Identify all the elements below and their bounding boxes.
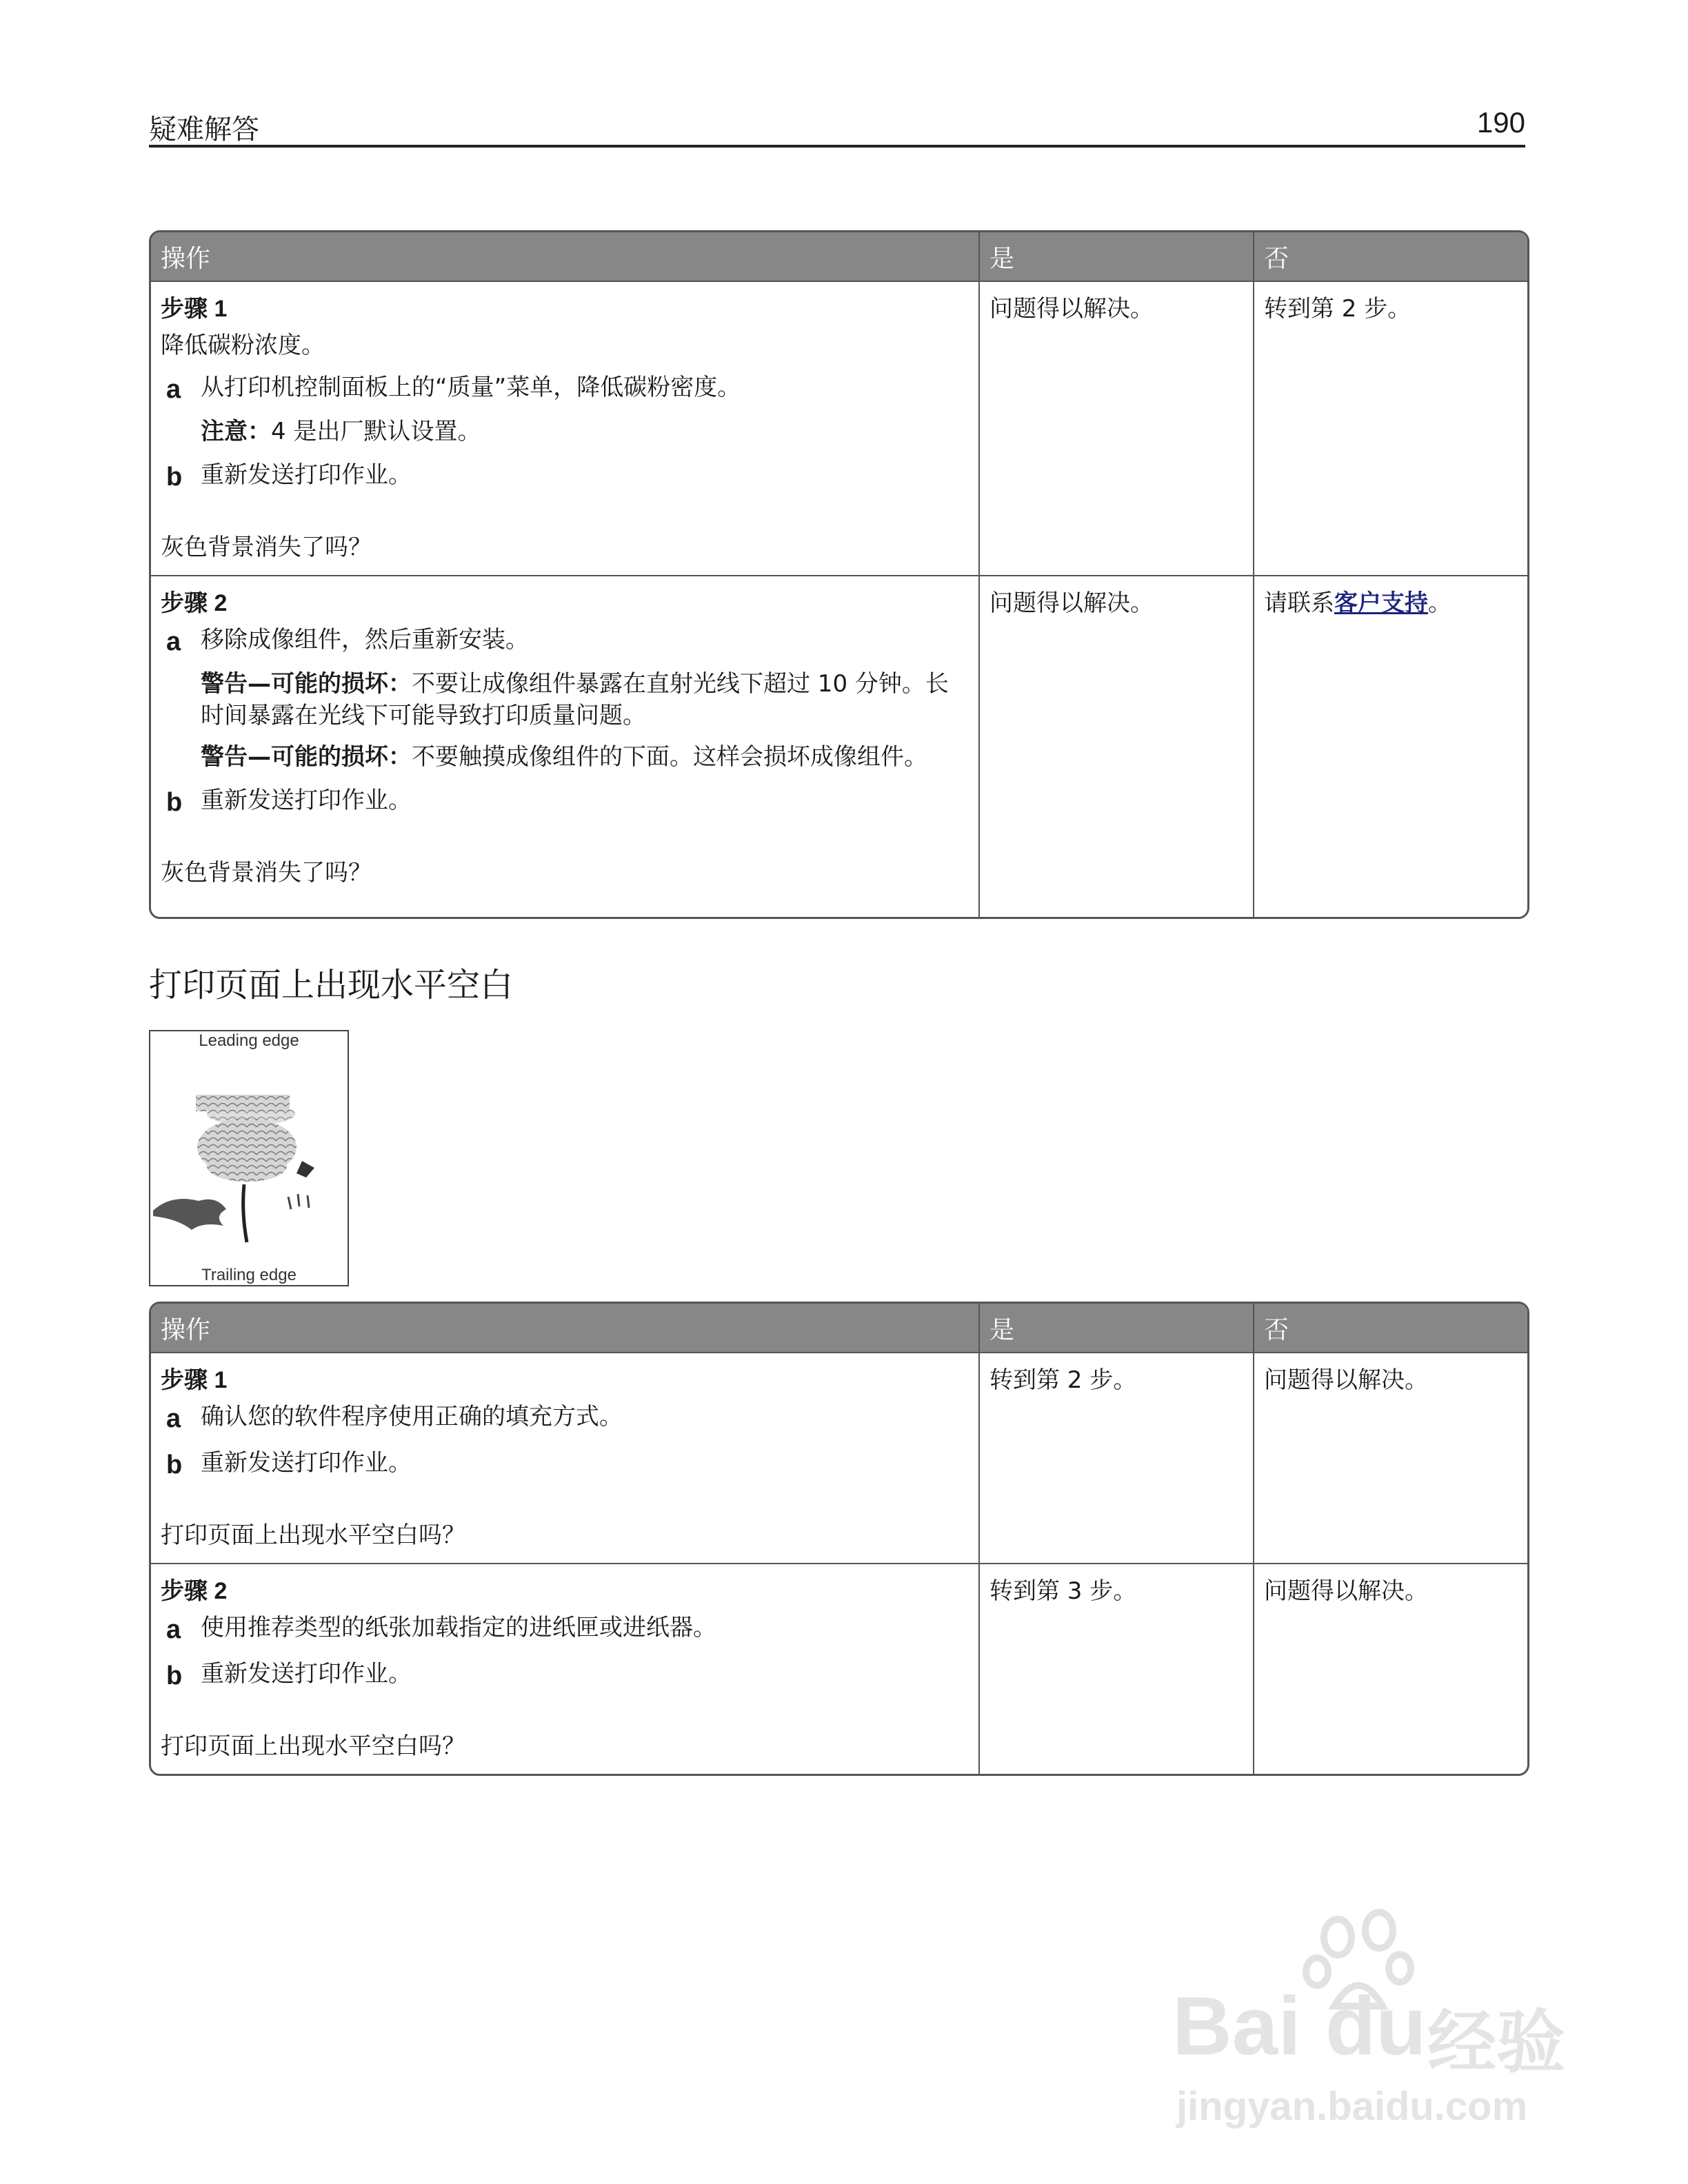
page-number: 190 [1476,106,1525,139]
baidu-jingyan-watermark [1172,1903,1586,2137]
substep-a [161,370,969,410]
table-row [151,281,1527,575]
substep-b [161,1446,969,1485]
action-cell [151,281,978,575]
substep-a [161,1610,969,1650]
substep-letter: a [166,627,181,656]
page-header [149,103,1525,148]
substep-b [161,1657,969,1696]
watermark-brand-du: du [1325,1980,1427,2072]
substep-b [161,783,969,822]
column-header-action: 操作 [151,232,978,281]
column-header-action: 操作 [151,1304,978,1352]
no-suffix: 。 [1428,589,1451,617]
substep-text: 从打印机控制面板上的“质量”菜单，降低碳粉密度。 [201,374,741,401]
no-cell: 问题得以解决。 [1253,1352,1527,1563]
substep-letter: b [166,787,183,817]
action-cell [151,575,978,917]
step-title: 步骤 2 [161,1578,228,1604]
warning-label: 警告—可能的损坏： [201,742,412,771]
trailing-edge-label: Trailing edge [201,1266,297,1284]
troubleshooting-table-gray-background [149,230,1529,919]
substep-a [161,623,969,662]
substep-b [161,458,969,497]
header-title: 疑难解答 [149,114,259,145]
no-prefix: 请联系 [1264,589,1334,617]
step-title: 步骤 1 [161,1367,228,1393]
substep-letter: b [166,1661,183,1690]
step-title: 步骤 1 [161,296,228,322]
warning-text: 不要触摸成像组件的下面。这样会损坏成像组件。 [412,742,927,771]
substep-letter: b [166,1450,183,1479]
column-header-yes: 是 [978,1304,1253,1352]
section-heading: 打印页面上出现水平空白 [149,966,514,1004]
column-header-no: 否 [1253,1304,1527,1352]
no-cell: 转到第 2 步。 [1253,281,1527,575]
watermark-brand-cn: 经验 [1427,2002,1565,2083]
watermark-url: jingyan.baidu.com [1176,2084,1528,2129]
substep-a [161,1399,969,1439]
substep-text: 重新发送打印作业。 [201,786,412,814]
column-header-yes: 是 [978,232,1253,281]
warning-text: 不要让成像组件暴露在直射光线下超过 10 分钟。长时间暴露在光线下可能导致打印质量问题。 [201,669,949,729]
action-cell [151,1352,978,1563]
substep-letter: b [166,462,183,492]
leading-edge-label: Leading edge [199,1031,299,1050]
action-cell [151,1563,978,1774]
substep-text: 确认您的软件程序使用正确的填充方式。 [201,1403,623,1430]
customer-support-link[interactable]: 客户支持 [1334,589,1428,617]
no-cell: 问题得以解决。 [1253,1563,1527,1774]
substep-letter: a [166,1615,181,1644]
yes-cell: 转到第 2 步。 [978,1352,1253,1563]
step-question: 灰色背景消失了吗？ [161,858,372,887]
note [201,416,969,448]
substep-text: 重新发送打印作业。 [201,1449,412,1477]
table-row [151,1352,1527,1563]
warning-note [201,742,969,774]
step-intro: 降低碳粉浓度。 [161,332,325,359]
note-text: 4 是出厂默认设置。 [271,418,481,445]
yes-cell: 转到第 3 步。 [978,1563,1253,1774]
step-title: 步骤 2 [161,589,228,616]
step-question: 灰色背景消失了吗？ [161,533,372,561]
substep-letter: a [166,375,181,404]
substep-text: 重新发送打印作业。 [201,1660,412,1688]
step-question: 打印页面上出现水平空白吗？ [161,1521,465,1549]
note-label: 注意： [201,418,271,445]
table-header-row [151,1304,1527,1352]
substep-text: 移除成像组件，然后重新安装。 [201,625,529,654]
column-header-no: 否 [1253,232,1527,281]
step-question: 打印页面上出现水平空白吗？ [161,1732,465,1760]
troubleshooting-table-horizontal-voids [149,1302,1529,1776]
flower-illustration [150,1031,348,1285]
substep-text: 使用推荐类型的纸张加载指定的进纸匣或进纸器。 [201,1614,716,1641]
warning-note [201,669,969,732]
substep-text: 重新发送打印作业。 [201,461,412,489]
table-header-row [151,232,1527,281]
table-row [151,575,1527,917]
yes-cell: 问题得以解决。 [978,575,1253,917]
sample-print-figure [149,1030,349,1286]
table-row [151,1563,1527,1774]
yes-cell: 问题得以解决。 [978,281,1253,575]
no-cell [1253,575,1527,917]
watermark-brand-latin: Bai [1172,1980,1301,2072]
warning-label: 警告—可能的损坏： [201,669,412,698]
substep-letter: a [166,1404,181,1433]
